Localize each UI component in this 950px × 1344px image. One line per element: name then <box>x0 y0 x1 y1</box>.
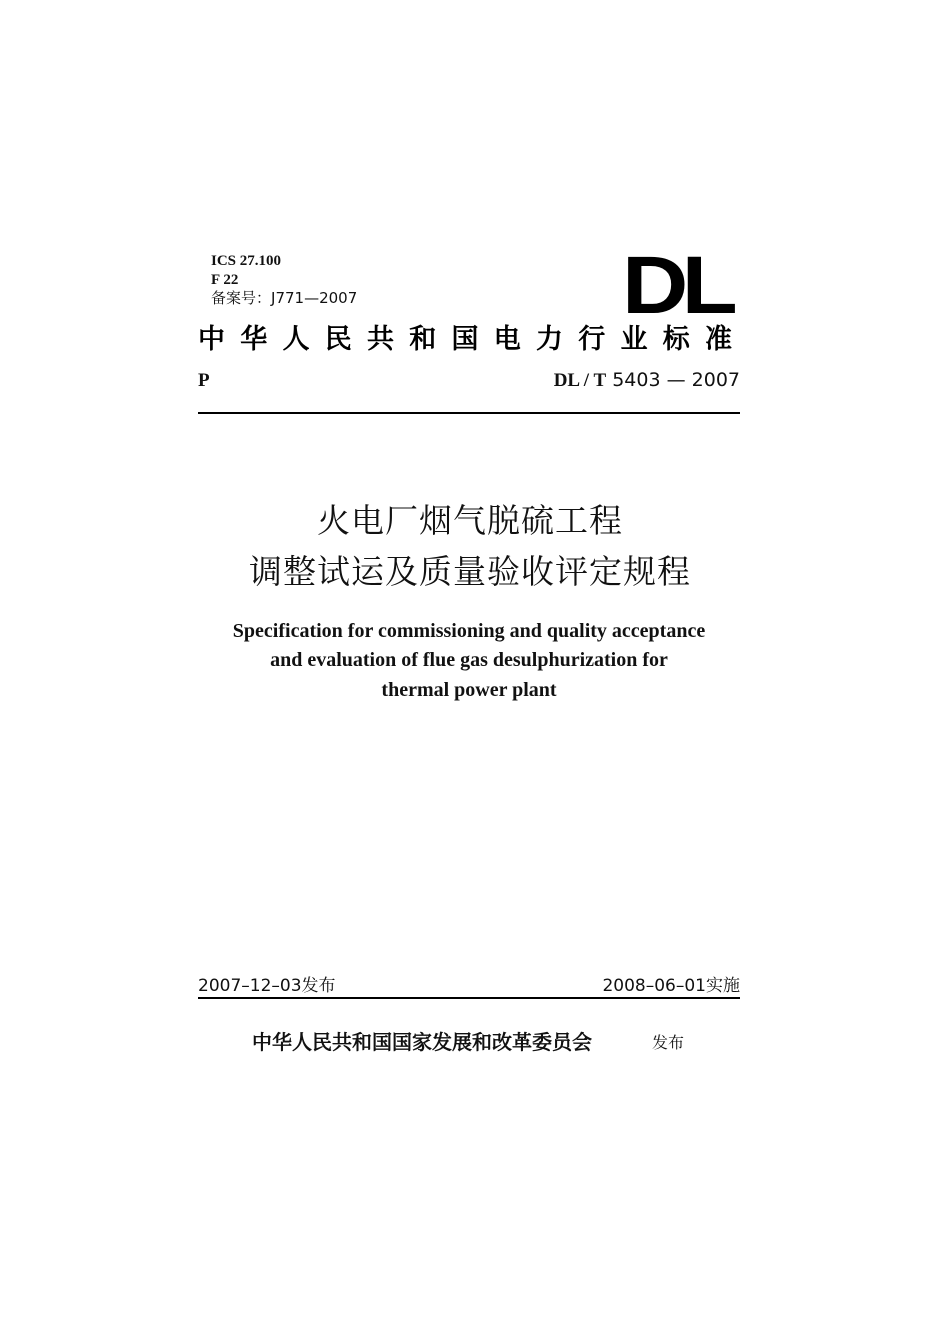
title-cn-line-1: 火电厂烟气脱硫工程 <box>317 501 623 540</box>
issuing-authority-heading: 中华人民共和国电力行业标准 <box>198 324 740 355</box>
header-divider <box>198 412 740 414</box>
ccs-label: F 22 <box>211 272 239 288</box>
filing-label: 备案号： <box>211 289 272 307</box>
filing-number <box>211 289 357 308</box>
issuer-suffix: 发布 <box>652 1033 685 1052</box>
title-en-line-1: Specification for commissioning and quality acceptance <box>232 620 706 642</box>
title-cn-line-2: 调整试运及质量验收评定规程 <box>249 552 691 591</box>
ics-label: ICS 27.100 <box>211 253 282 269</box>
title-en-line-3: thermal power plant <box>381 679 557 701</box>
standard-prefix: DL / T <box>553 370 607 391</box>
title-en-line-2: and evaluation of flue gas desulphurization for <box>270 649 668 671</box>
implementation-date: 2008–06–01实施 <box>602 976 740 996</box>
ccs-code <box>211 270 238 290</box>
standard-number-value: 5403 — 2007 <box>612 369 740 391</box>
dl-logo: DL <box>622 240 731 331</box>
issuer-name: 中华人民共和国国家发展和改革委员会 <box>252 1030 592 1054</box>
publish-date: 2007–12–03发布 <box>198 976 336 996</box>
filing-value: J771—2007 <box>271 289 358 307</box>
classification-letter: P <box>198 370 210 391</box>
ics-code <box>211 251 281 271</box>
standard-number <box>554 368 740 393</box>
footer-divider <box>198 997 740 999</box>
